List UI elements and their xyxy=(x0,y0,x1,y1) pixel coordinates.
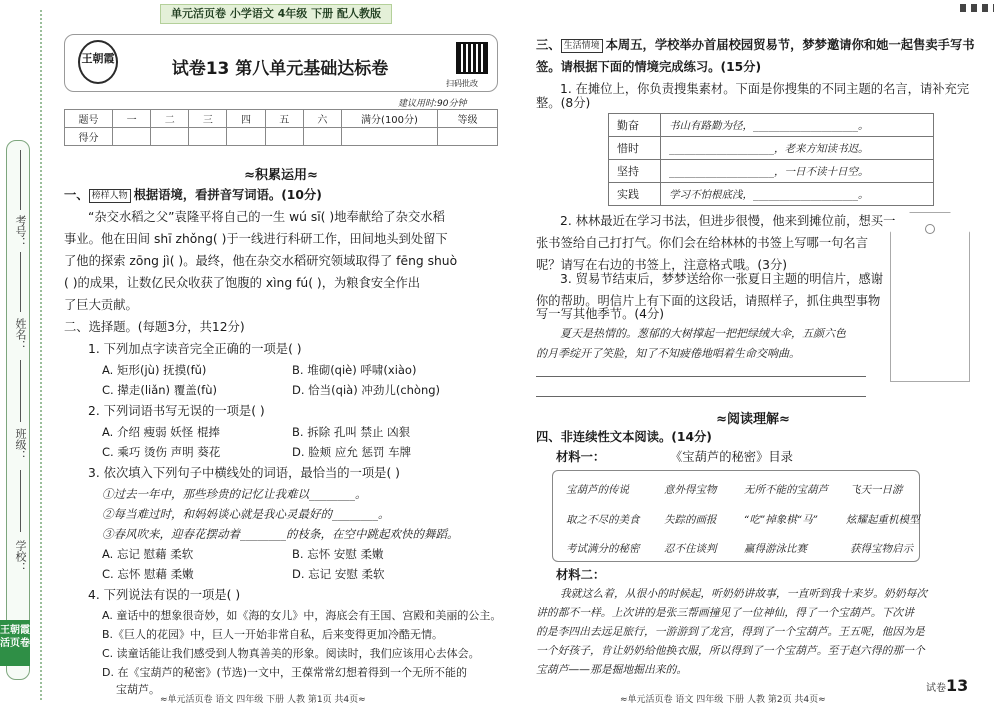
page-title: 试卷13 第八单元基础达标卷 xyxy=(171,59,389,79)
option-d[interactable]: D. 忘记 安慰 柔软 xyxy=(292,567,385,581)
contents-item: 炫耀起重机模型 xyxy=(846,514,920,526)
q1-line: ( )的成果，让数亿民众收获了饱腹的 xìng fú( )，为粮食安全作出 xyxy=(64,276,421,290)
qr-label: 扫码批改 xyxy=(446,79,478,88)
page-number xyxy=(926,676,968,695)
question-1-header xyxy=(64,184,504,206)
table-cell: 题号 xyxy=(65,110,113,128)
table-row xyxy=(609,114,934,137)
sentence: ①过去一年中，那些珍贵的记忆让我难以________。 xyxy=(102,487,367,501)
contents-item: 取之不尽的美食 xyxy=(566,514,640,526)
option-d[interactable]: D. 在《宝葫芦的秘密》(节选)一文中，王葆常常幻想着得到一个无所不能的 xyxy=(102,666,468,679)
contents-item: “吃”掉象棋“马” xyxy=(744,514,818,526)
option-a[interactable]: A. 矩形(jù) 抚摸(fǔ) xyxy=(102,363,207,377)
score-field[interactable] xyxy=(265,128,303,146)
question-2-title: 二、选择题。(每题3分，共12分) xyxy=(64,320,245,334)
score-field[interactable] xyxy=(113,128,151,146)
score-field[interactable] xyxy=(303,128,341,146)
table-cell: 三 xyxy=(189,110,227,128)
answer-line[interactable] xyxy=(536,396,866,397)
section-heading: ≈积累运用≈ xyxy=(244,168,318,183)
contents-item: 赢得游泳比赛 xyxy=(744,543,807,555)
q3-line: 签。请根据下面的情境完成练习。(15分) xyxy=(536,60,762,74)
option-b[interactable]: B.《巨人的花园》中，巨人一开始非常自私，后来变得更加冷酷无情。 xyxy=(102,628,444,641)
contents-item: 忍不住谈判 xyxy=(664,543,717,555)
option-a[interactable]: A. 忘记 慰藉 柔软 xyxy=(102,547,194,561)
q3-1-line: 1. 在摊位上，你负责搜集素材。下面是你搜集的不同主题的名言，请补充完 xyxy=(560,82,970,96)
section-heading: ≈阅读理解≈ xyxy=(716,412,790,427)
question-3-header xyxy=(536,34,976,56)
table-cell: 得分 xyxy=(65,128,113,146)
contents-item: 宝葫芦的传说 xyxy=(566,484,629,496)
question-4-title: 四、非连续性文本阅读。(14分) xyxy=(536,430,712,444)
q3-2-line: 张书签给自己打打气。你们会在给林林的书签上写哪一句名言 xyxy=(536,236,869,250)
option-a[interactable]: A. 童话中的想象很奇妙，如《海的女儿》中，海底会有王国、宫殿和美丽的公主。 xyxy=(102,609,502,622)
option-d[interactable]: D. 恰当(qià) 冲劲儿(chòng) xyxy=(292,383,441,397)
option-d[interactable]: D. 脸颊 应允 惩罚 车牌 xyxy=(292,445,412,459)
sentence: ②每当难过时，和妈妈谈心就是我心灵最好的________。 xyxy=(102,507,390,521)
divider xyxy=(20,252,21,312)
example-text: 夏天是热情的。葱郁的大树撑起一把把绿绒大伞，五颜六色 xyxy=(560,327,846,340)
header-ribbon: 单元活页卷 小学语文 4年级 下册 配人教版 xyxy=(160,4,392,24)
q3-2-line: 2. 林林最近在学习书法，但进步很慢，他来到摊位前，想买一 xyxy=(560,214,896,228)
material-1-title: 《宝葫芦的秘密》目录 xyxy=(670,450,793,464)
option-c[interactable]: C. 读童话能让我们感受到人物真善美的形象。阅读时，我们应该用心去体会。 xyxy=(102,647,480,660)
motto-table xyxy=(608,113,934,206)
table-cell: 二 xyxy=(151,110,189,128)
motto-field[interactable]: ____________________，老来方知读书迟。 xyxy=(661,137,934,160)
motto-theme: 实践 xyxy=(609,183,661,206)
question-title: 本周五，学校举办首届校园贸易节，梦梦邀请你和她一起售卖手写书 xyxy=(605,38,975,52)
passage-line: 一个好孩子，肯让奶奶给他换衣服，所以得到了一个宝葫芦。至于赵六得的那一个 xyxy=(536,644,925,657)
q3-3-line: 写一写其他季节。(4分) xyxy=(536,307,665,321)
material-1-label: 材料一： xyxy=(556,450,606,464)
score-field[interactable] xyxy=(227,128,265,146)
question-number: 三、 xyxy=(536,38,561,52)
table-cell: 四 xyxy=(227,110,265,128)
class-label: 班级： xyxy=(14,428,27,461)
q3-3-line: 你的帮助。明信片上有下面的这段话，请照样子，抓住典型事物 xyxy=(536,294,881,308)
school-label: 学校： xyxy=(14,540,27,573)
score-field[interactable] xyxy=(342,128,438,146)
motto-theme: 坚持 xyxy=(609,160,661,183)
contents-item: 失踪的画报 xyxy=(664,514,717,526)
table-row xyxy=(609,183,934,206)
page-number-value: 13 xyxy=(946,676,969,695)
passage-line: 宝葫芦——那是掘地掘出来的。 xyxy=(536,663,688,676)
motto-theme: 勤奋 xyxy=(609,114,661,137)
score-field[interactable] xyxy=(151,128,189,146)
brand-tag: 王朝霞 活页卷 xyxy=(0,620,30,666)
category-tag: 榜样人物 xyxy=(89,189,131,203)
qr-code-icon[interactable] xyxy=(456,42,488,74)
option-c[interactable]: C. 撵走(liǎn) 覆盖(fù) xyxy=(102,383,218,397)
answer-line[interactable] xyxy=(536,376,866,377)
q1-line: 了他的探索 zōng jì( )。最终，他在杂交水稻研究领域取得了 fēng shuò xyxy=(64,254,458,268)
q1-line: 事业。他在田间 shī zhǒng( )于一线进行科研工作，田间地头到处留下 xyxy=(64,232,448,246)
score-field[interactable] xyxy=(438,128,498,146)
page-label: 试卷 xyxy=(926,683,946,694)
bookmark-hole xyxy=(925,224,935,234)
question-title: 根据语境，看拼音写词语。(10分) xyxy=(133,188,322,202)
table-cell: 五 xyxy=(265,110,303,128)
option-d-cont: 宝葫芦。 xyxy=(116,680,160,700)
table-row xyxy=(609,160,934,183)
option-c[interactable]: C. 乘巧 烫伤 声明 葵花 xyxy=(102,445,221,459)
contents-item: 考试满分的秘密 xyxy=(566,543,640,555)
q1-line: 了巨大贡献。 xyxy=(64,298,138,312)
motto-theme: 惜时 xyxy=(609,137,661,160)
q3-2-line: 呢？请写在右边的书签上，注意格式哦。(3分) xyxy=(536,258,788,272)
option-c[interactable]: C. 忘怀 慰藉 柔嫩 xyxy=(102,567,194,581)
time-hint: 建议用时:90分钟 xyxy=(398,99,467,109)
table-row xyxy=(609,137,934,160)
divider xyxy=(20,470,21,532)
corner-mark xyxy=(960,4,994,12)
question-2-3: 3. 依次填入下列句子中横线处的词语，最恰当的一项是( ) xyxy=(88,466,400,480)
footer-left: ≈单元活页卷 语文 四年级 下册 人教 第1页 共4页≈ xyxy=(160,695,366,705)
exam-number-label: 考号： xyxy=(14,215,27,248)
contents-item: 无所不能的宝葫芦 xyxy=(744,484,828,496)
option-b[interactable]: B. 堆砌(qiè) 呼啸(xiào) xyxy=(292,363,417,377)
score-table xyxy=(64,109,498,146)
question-2-4: 4. 下列说法有误的一项是( ) xyxy=(88,588,241,602)
binding-strip xyxy=(0,0,50,708)
footer-right: ≈单元活页卷 语文 四年级 下册 人教 第2页 共4页≈ xyxy=(620,695,826,705)
divider xyxy=(20,150,21,210)
cut-line xyxy=(40,10,42,700)
logo: 王朝霞 xyxy=(78,40,118,84)
bookmark-answer-area[interactable] xyxy=(890,212,970,382)
motto-field[interactable]: 书山有路勤为径，____________________。 xyxy=(661,114,934,137)
question-number: 一、 xyxy=(64,188,89,202)
contents-item: 意外得宝物 xyxy=(664,484,717,496)
option-b[interactable]: B. 拆除 孔叫 禁止 凶狠 xyxy=(292,425,411,439)
example-text: 的月季绽开了笑脸，知了不知疲倦地唱着生命交响曲。 xyxy=(536,347,800,360)
table-cell: 一 xyxy=(113,110,151,128)
motto-field[interactable]: ____________________，一日不读十日空。 xyxy=(661,160,934,183)
motto-field[interactable]: 学习不怕根底浅，____________________。 xyxy=(661,183,934,206)
table-cell: 等级 xyxy=(438,110,498,128)
score-table-row xyxy=(65,128,498,146)
table-cell: 六 xyxy=(303,110,341,128)
q1-line: “杂交水稻之父”袁隆平将自己的一生 wú sī( )地奉献给了杂交水稻 xyxy=(88,210,445,224)
sentence: ③春风吹来，迎春花摆动着________的枝条，在空中跳起欢快的舞蹈。 xyxy=(102,527,459,541)
option-a[interactable]: A. 介绍 瘦弱 妖怪 棍捧 xyxy=(102,425,220,439)
material-2-label: 材料二： xyxy=(556,568,606,582)
question-2-2: 2. 下列词语书写无误的一项是( ) xyxy=(88,404,265,418)
contents-item: 获得宝物启示 xyxy=(850,543,913,555)
score-field[interactable] xyxy=(189,128,227,146)
table-cell: 满分(100分) xyxy=(342,110,438,128)
q3-3-line: 3. 贸易节结束后，梦梦送给你一张夏日主题的明信片，感谢 xyxy=(560,272,884,286)
option-b[interactable]: B. 忘怀 安慰 柔嫩 xyxy=(292,547,384,561)
question-2-1: 1. 下列加点字读音完全正确的一项是( ) xyxy=(88,342,302,356)
divider xyxy=(20,360,21,422)
name-label: 姓名： xyxy=(14,318,27,351)
contents-item: 飞天一日游 xyxy=(850,484,903,496)
q3-1-line: 整。(8分) xyxy=(536,96,591,110)
score-table-header xyxy=(65,110,498,128)
passage-line: 我就这么着，从很小的时候起，听奶奶讲故事，一直听到我十来岁。奶奶每次 xyxy=(560,587,928,600)
category-tag: 生活情境 xyxy=(561,39,603,53)
passage-line: 的是李四出去远足旅行，一游游到了龙宫，得到了一个宝葫芦。王五呢，他因为是 xyxy=(536,625,925,638)
passage-line: 讲的都不一样。上次讲的是张三帮画撞见了一位神仙，得了一个宝葫芦。下次讲 xyxy=(536,606,914,619)
